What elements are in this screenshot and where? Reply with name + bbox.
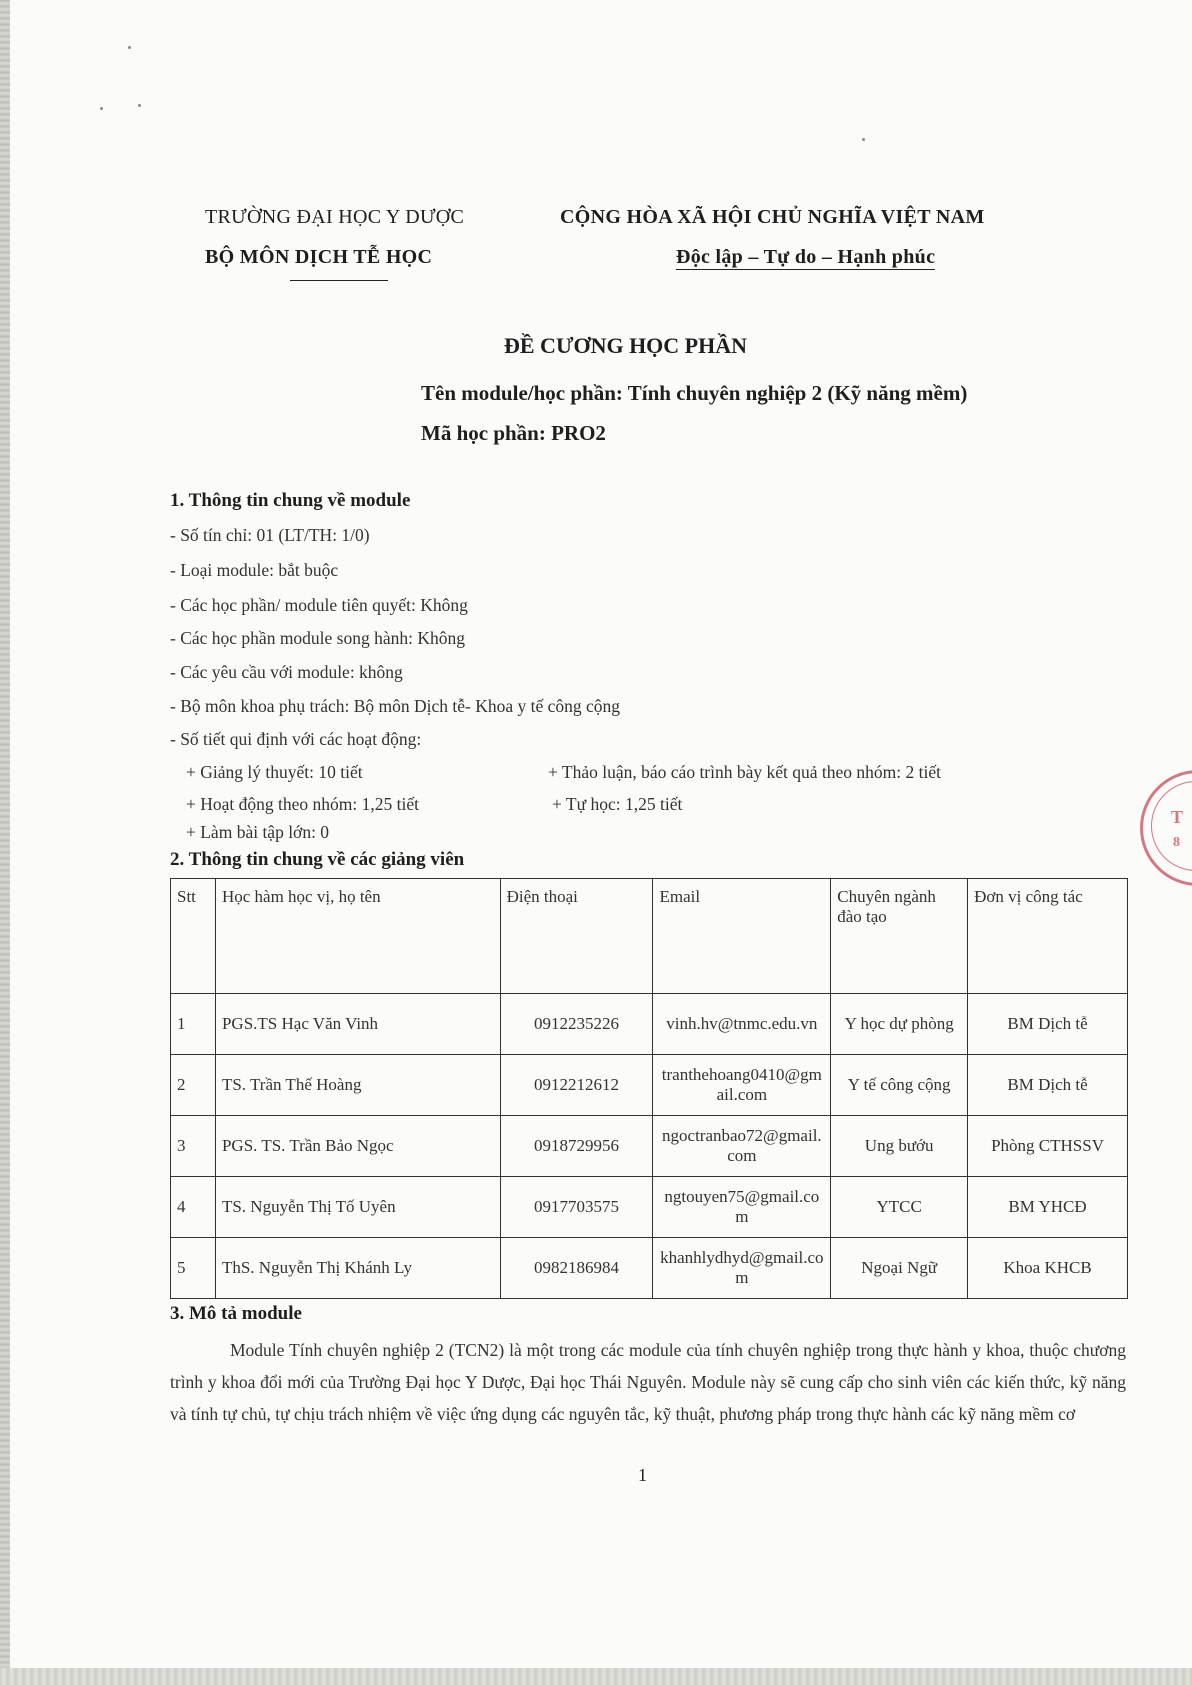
activity-lecture: + Giảng lý thuyết: 10 tiết: [186, 762, 363, 782]
document-title: ĐỀ CƯƠNG HỌC PHẦN: [504, 333, 748, 358]
info-line: - Số tiết qui định với các hoạt động:: [170, 729, 422, 749]
module-name: Tên module/học phần: Tính chuyên nghiệp 2 (Kỹ năng mềm): [421, 381, 968, 405]
official-stamp-mark: T: [1171, 807, 1184, 827]
info-line: - Các học phần module song hành: Không: [170, 628, 466, 648]
cell-major: Ngoại Ngữ: [831, 1238, 968, 1299]
table-row: [171, 1116, 1128, 1177]
activity-assignment: + Làm bài tập lớn: 0: [186, 822, 330, 842]
cell-stt: 1: [171, 994, 216, 1055]
department-underline: [290, 280, 388, 281]
cell-email: tranthehoang0410@gmail.com: [653, 1055, 831, 1116]
activity-group: + Hoạt động theo nhóm: 1,25 tiết: [186, 794, 419, 814]
cell-email: khanhlydhyd@gmail.com: [653, 1238, 831, 1299]
cell-email: ngtouyen75@gmail.com: [653, 1177, 831, 1238]
col-header-name: Học hàm học vị, họ tên: [215, 879, 500, 994]
col-header-phone: Điện thoại: [500, 879, 653, 994]
cell-major: Y tế công cộng: [831, 1055, 968, 1116]
col-header-major: Chuyên ngành đào tạo: [831, 879, 968, 994]
activity-discussion: + Thảo luận, báo cáo trình bày kết quả theo nhóm: 2 tiết: [548, 762, 941, 782]
cell-unit: BM Dịch tễ: [968, 994, 1128, 1055]
cell-stt: 2: [171, 1055, 216, 1116]
university-name: TRƯỜNG ĐẠI HỌC Y DƯỢC: [205, 206, 465, 228]
module-code: Mã học phần: PRO2: [421, 421, 606, 445]
section-3-heading: 3. Mô tả module: [170, 1303, 302, 1324]
scan-speck: [862, 138, 865, 141]
cell-email: ngoctranbao72@gmail.com: [653, 1116, 831, 1177]
table-row: [171, 1055, 1128, 1116]
activity-self-study: + Tự học: 1,25 tiết: [552, 794, 683, 814]
cell-major: Y học dự phòng: [831, 994, 968, 1055]
scan-speck: [138, 104, 141, 107]
cell-unit: Phòng CTHSSV: [968, 1116, 1128, 1177]
info-line: - Các học phần/ module tiên quyết: Không: [170, 595, 468, 615]
cell-major: YTCC: [831, 1177, 968, 1238]
section-1-heading: 1. Thông tin chung về module: [170, 490, 411, 511]
table-row: [171, 994, 1128, 1055]
official-stamp: [1140, 770, 1192, 886]
cell-stt: 3: [171, 1116, 216, 1177]
col-header-unit: Đơn vị công tác: [968, 879, 1128, 994]
info-line: - Các yêu cầu với module: không: [170, 662, 403, 682]
page-number: 1: [638, 1465, 647, 1485]
table-row: [171, 1238, 1128, 1299]
republic-title: CỘNG HÒA XÃ HỘI CHỦ NGHĨA VIỆT NAM: [560, 206, 985, 228]
cell-unit: BM YHCĐ: [968, 1177, 1128, 1238]
motto: Độc lập – Tự do – Hạnh phúc: [676, 246, 936, 268]
cell-name: TS. Nguyễn Thị Tố Uyên: [215, 1177, 500, 1238]
col-header-email: Email: [653, 879, 831, 994]
scan-speck: [128, 46, 131, 49]
module-description: Module Tính chuyên nghiệp 2 (TCN2) là một trong các module của tính chuyên nghiệp trong thực hành y khoa, thuộc chương trình y khoa đổi mới của Trường Đại học Y Dược, Đại học Thái Nguyên. Module này sẽ cung cấp cho sinh viên các kiến thức, kỹ năng và tính tự chủ, tự chịu trách nhiệm về việc ứng dụng các nguyên tắc, kỹ thuật, phương pháp trong thực hành các kỹ năng mềm cơ: [170, 1340, 1126, 1424]
cell-stt: 4: [171, 1177, 216, 1238]
lecturer-table: [170, 878, 1128, 1299]
cell-phone: 0917703575: [500, 1177, 653, 1238]
cell-unit: Khoa KHCB: [968, 1238, 1128, 1299]
info-line: - Số tín chỉ: 01 (LT/TH: 1/0): [170, 525, 370, 545]
cell-name: TS. Trần Thế Hoàng: [215, 1055, 500, 1116]
cell-phone: 0982186984: [500, 1238, 653, 1299]
cell-name: PGS.TS Hạc Văn Vinh: [215, 994, 500, 1055]
cell-stt: 5: [171, 1238, 216, 1299]
cell-name: PGS. TS. Trần Bảo Ngọc: [215, 1116, 500, 1177]
scan-edge: [0, 0, 10, 1685]
cell-phone: 0912235226: [500, 994, 653, 1055]
official-stamp-mark: 8: [1173, 835, 1180, 850]
scan-bottom-edge: [0, 1668, 1192, 1685]
cell-major: Ung bướu: [831, 1116, 968, 1177]
cell-phone: 0918729956: [500, 1116, 653, 1177]
table-row: [171, 1177, 1128, 1238]
table-header-row: [171, 879, 1128, 994]
info-line: - Bộ môn khoa phụ trách: Bộ môn Dịch tễ- Khoa y tế công cộng: [170, 696, 621, 716]
cell-name: ThS. Nguyễn Thị Khánh Ly: [215, 1238, 500, 1299]
cell-phone: 0912212612: [500, 1055, 653, 1116]
department-name: BỘ MÔN DỊCH TỄ HỌC: [205, 246, 433, 268]
section-2-heading: 2. Thông tin chung về các giảng viên: [170, 849, 465, 870]
col-header-stt: Stt: [171, 879, 216, 994]
cell-unit: BM Dịch tễ: [968, 1055, 1128, 1116]
cell-email: vinh.hv@tnmc.edu.vn: [653, 994, 831, 1055]
scan-speck: [100, 107, 103, 110]
info-line: - Loại module: bắt buộc: [170, 560, 339, 580]
